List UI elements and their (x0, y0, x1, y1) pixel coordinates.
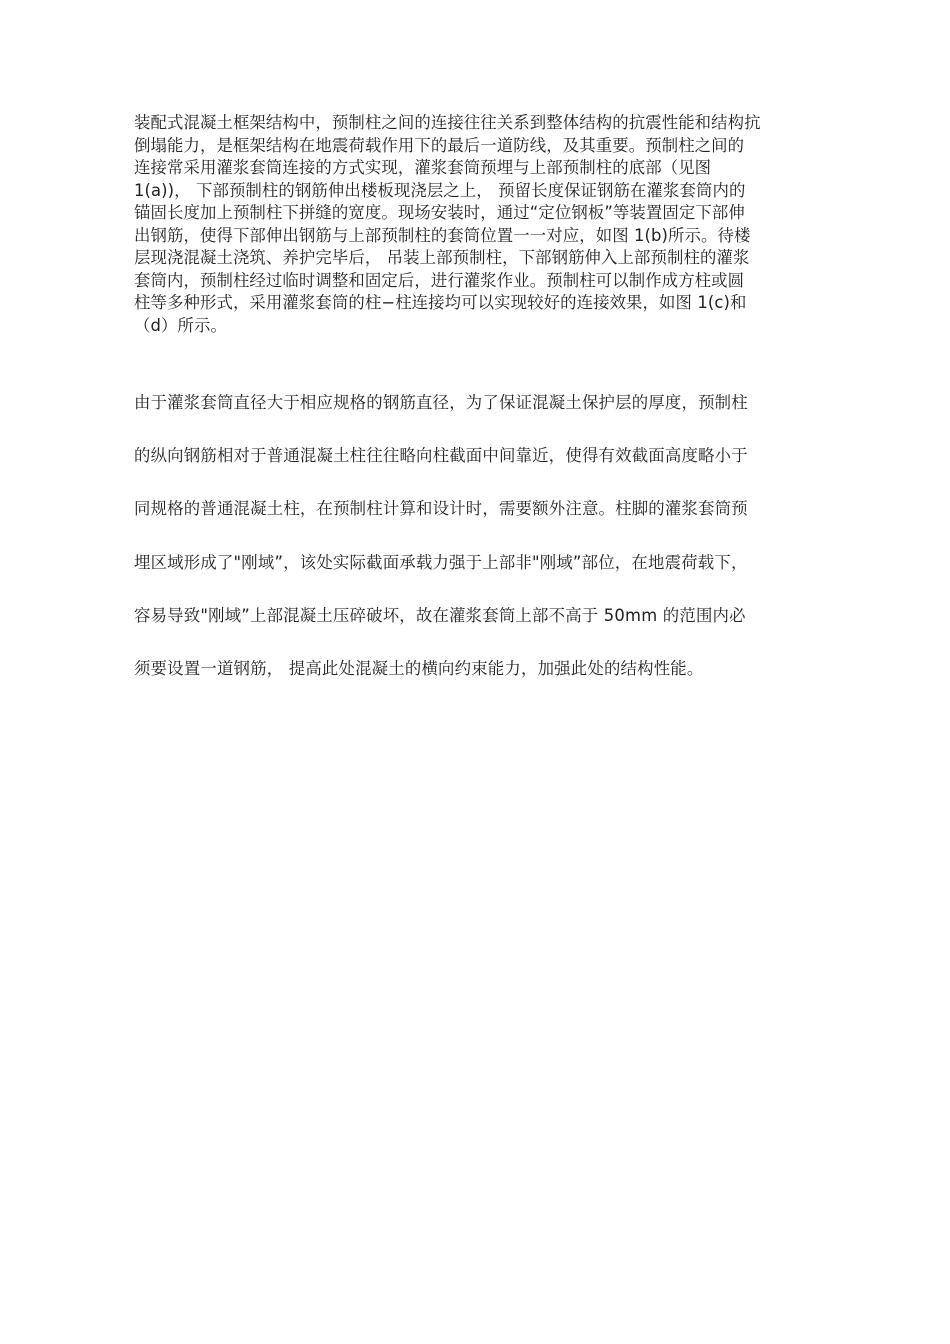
paragraph-line: 锚固长度加上预制柱下拼缝的宽度。现场安装时，通过“定位钢板”等装置固定下部伸 (134, 203, 745, 222)
paragraph-line: 容易导致"刚域”上部混凝土压碎破坏，故在灌浆套筒上部不高于 50mm 的范围内必 (134, 605, 746, 625)
paragraph-line: 须要设置一道钢筋， 提高此处混凝土的横向约束能力，加强此处的结构性能。 (134, 658, 704, 678)
paragraph-line: 1(a))， 下部预制柱的钢筋伸出楼板现浇层之上， 预留长度保证钢筋在灌浆套筒内的 (134, 180, 746, 200)
paragraph-line: 由于灌浆套筒直径大于相应规格的钢筋直径，为了保证混凝土保护层的厚度，预制柱 (134, 393, 748, 412)
paragraph-line: 埋区域形成了"刚域”，该处实际截面承载力强于上部非"刚域”部位，在地震荷载下， (134, 552, 748, 572)
paragraph-rigid-zone (134, 393, 834, 712)
paragraph-grout-sleeve-connection (134, 112, 824, 337)
paragraph-line: （d）所示。 (134, 315, 227, 335)
paragraph-line: 层现浇混凝土浇筑、养护完毕后， 吊装上部预制柱，下部钢筋伸入上部预制柱的灌浆 (134, 248, 750, 267)
paragraph-line: 套筒内，预制柱经过临时调整和固定后，进行灌浆作业。预制柱可以制作成方柱或圆 (134, 270, 745, 290)
paragraph-line: 连接常采用灌浆套筒连接的方式实现，灌浆套筒预埋与上部预制柱的底部（见图 (134, 158, 712, 177)
paragraph-line: 的纵向钢筋相对于普通混凝土柱往往略向柱截面中间靠近，使得有效截面高度略小于 (134, 446, 748, 466)
paragraph-line: 同规格的普通混凝土柱，在预制柱计算和设计时，需要额外注意。柱脚的灌浆套筒预 (134, 499, 748, 519)
paragraph-line: 出钢筋，使得下部伸出钢筋与上部预制柱的套筒位置一一对应，如图 1(b)所示。待楼 (134, 225, 751, 245)
paragraph-line: 倒塌能力，是框架结构在地震荷载作用下的最后一道防线，及其重要。预制柱之间的 (134, 135, 745, 155)
paragraph-line: 装配式混凝土框架结构中，预制柱之间的连接往往关系到整体结构的抗震性能和结构抗 (134, 113, 761, 132)
paragraph-line: 柱等多种形式，采用灌浆套筒的柱−柱连接均可以实现较好的连接效果，如图 1(c)和 (134, 293, 747, 312)
